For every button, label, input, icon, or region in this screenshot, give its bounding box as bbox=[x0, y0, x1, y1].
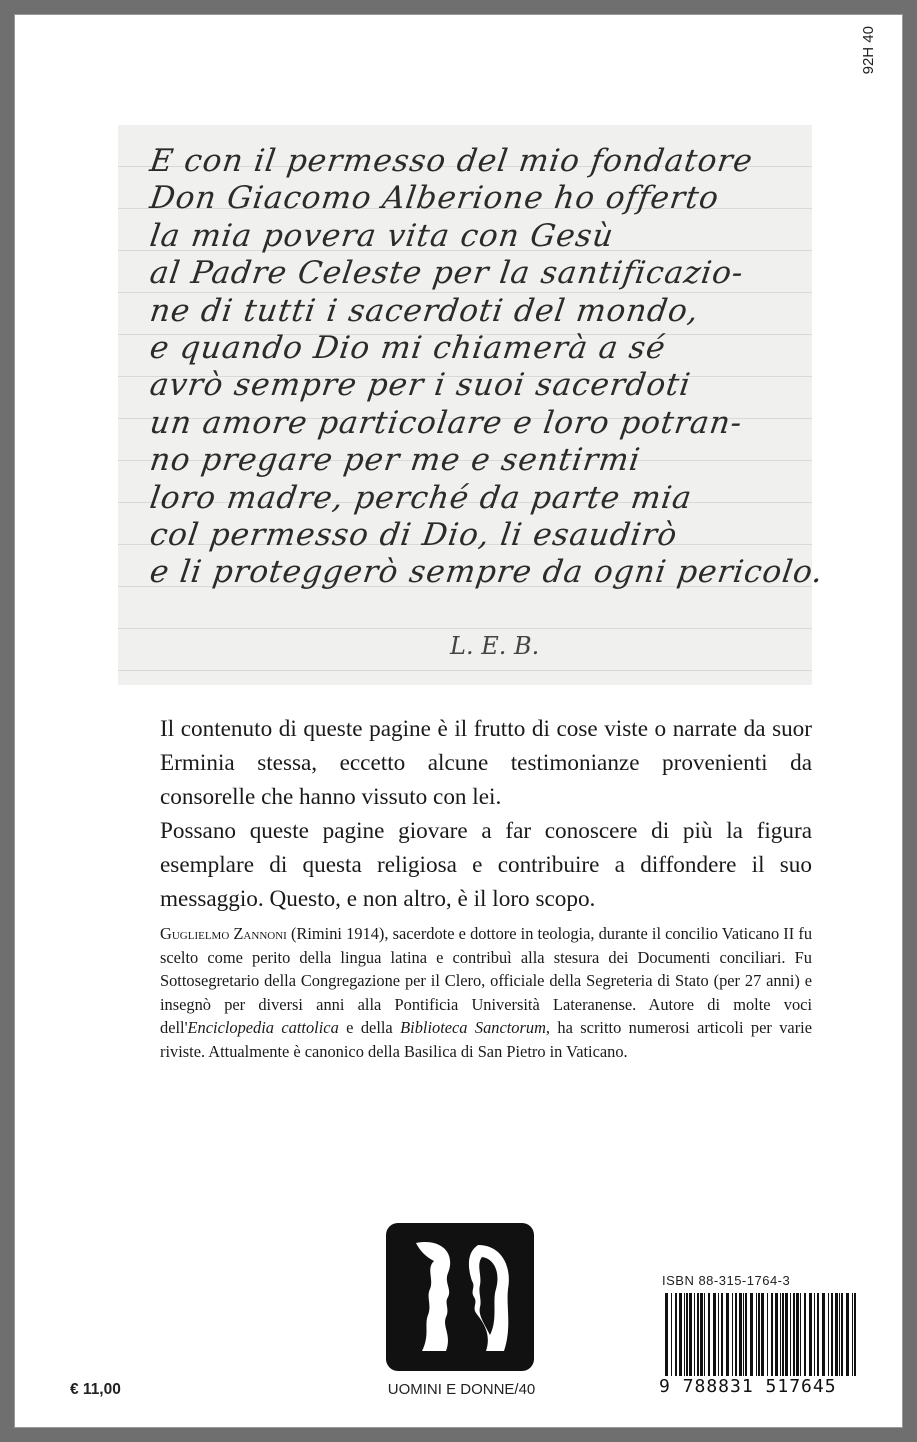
handwritten-line: al Padre Celeste per la santificazio- bbox=[147, 255, 747, 292]
barcode-bar bbox=[671, 1293, 672, 1389]
intro-paragraph-2: Possano queste pagine giovare a far conoscere di più la figura esemplare di questa religiosa e contribuire a diffondere il suo messaggio. Questo, e non altro, è il loro scopo. bbox=[160, 818, 812, 912]
barcode-bar bbox=[793, 1293, 795, 1389]
barcode-bar bbox=[694, 1293, 695, 1389]
handwritten-line: ne di tutti i sacerdoti del mondo, bbox=[147, 292, 702, 329]
author-name: Guglielmo Zannoni bbox=[160, 924, 287, 943]
bio-text-1: (Rimini 1914), sacerdote e dottore in teologia, durante il concilio Vaticano II fu scelto come perito della lingua latina e contribuì alla stesura dei Documenti conciliari. Fu Sottosegretario della Congregazione per il Clero, officiale della Segreteria di Stato (per 27 anni) e insegnò per diversi anni alla Pontificia Università Lateranense. Autore di molte voci dell' bbox=[160, 924, 813, 1038]
barcode-bar bbox=[841, 1293, 843, 1389]
barcode-bar bbox=[726, 1293, 729, 1389]
bio-work-1: Enciclopedia cattolica bbox=[187, 1018, 339, 1038]
bio-work-2: Biblioteca Sanctorum bbox=[400, 1018, 546, 1038]
isbn-label: ISBN 88-315-1764-3 bbox=[662, 1273, 791, 1288]
barcode-bar bbox=[745, 1293, 747, 1389]
barcode-bar bbox=[809, 1293, 812, 1389]
barcode-bar bbox=[790, 1293, 791, 1389]
barcode-bar bbox=[735, 1293, 737, 1389]
barcode-bar bbox=[756, 1293, 757, 1389]
barcode-bar bbox=[822, 1293, 825, 1389]
handwritten-line: loro madre, perché da parte mia bbox=[147, 479, 695, 516]
barcode-bar bbox=[708, 1293, 710, 1389]
barcode-bar bbox=[689, 1293, 692, 1389]
barcode-bar bbox=[679, 1293, 682, 1389]
handwritten-line: e li proteggerò sempre da ogni pericolo. bbox=[147, 554, 826, 591]
barcode bbox=[661, 1293, 861, 1389]
series-label: UOMINI E DONNE/40 bbox=[387, 1381, 536, 1398]
publisher-logo bbox=[386, 1223, 534, 1371]
intro-paragraph-1: Il contenuto di queste pagine è il frutto di cose viste o narrate da suor Erminia stessa, eccetto alcune testimonianze provenienti da consorelle che hanno vissuto con lei. bbox=[160, 716, 812, 810]
handwritten-line: col permesso di Dio, li esaudirò bbox=[147, 516, 680, 553]
barcode-bar bbox=[732, 1293, 733, 1389]
handwritten-line: avrò sempre per i suoi sacerdoti bbox=[147, 367, 694, 404]
ean-number: 9 788831 517645 bbox=[659, 1376, 864, 1397]
barcode-bar bbox=[718, 1293, 719, 1389]
bio-text-2: e della bbox=[338, 1018, 401, 1038]
barcode-bar bbox=[782, 1293, 784, 1389]
barcode-bar bbox=[739, 1293, 742, 1389]
barcode-bar bbox=[854, 1293, 856, 1389]
barcode-bar bbox=[780, 1293, 781, 1389]
barcode-bar bbox=[828, 1293, 829, 1389]
barcode-bar bbox=[684, 1293, 685, 1389]
handwritten-lines bbox=[147, 143, 826, 592]
barcode-bar bbox=[796, 1293, 799, 1389]
barcode-bar bbox=[846, 1293, 849, 1389]
barcode-bar bbox=[700, 1293, 703, 1389]
barcode-bar bbox=[767, 1293, 768, 1389]
barcode-bar bbox=[761, 1293, 764, 1389]
barcode-bar bbox=[852, 1293, 853, 1389]
handwritten-line: Don Giacomo Alberione ho offerto bbox=[147, 180, 722, 217]
barcode-bar bbox=[675, 1293, 677, 1389]
profiles-logo-icon bbox=[386, 1223, 534, 1371]
barcode-bar bbox=[839, 1293, 840, 1389]
handwritten-line: un amore particolare e loro potran- bbox=[147, 404, 745, 441]
barcode-bar bbox=[775, 1293, 778, 1389]
barcode-bar bbox=[785, 1293, 788, 1389]
spine-code: 92H 40 bbox=[860, 26, 877, 75]
barcode-bar bbox=[817, 1293, 819, 1389]
barcode-bar bbox=[704, 1293, 705, 1389]
barcode-bar bbox=[697, 1293, 699, 1389]
book-back-cover bbox=[14, 14, 903, 1428]
barcode-bar bbox=[831, 1293, 833, 1389]
barcode-bar bbox=[804, 1293, 806, 1389]
handwritten-letter bbox=[118, 125, 826, 685]
intro-text bbox=[160, 712, 812, 916]
bio-text-3: , ha scritto numerosi articoli per varie riviste. Attualmente è canonico della Basilica di San Pietro in Vaticano. bbox=[160, 1018, 812, 1061]
barcode-bar bbox=[800, 1293, 801, 1389]
barcode-bar bbox=[814, 1293, 815, 1389]
barcode-bar bbox=[750, 1293, 753, 1389]
handwritten-line: la mia povera vita con Gesù bbox=[147, 217, 617, 254]
barcode-bar bbox=[771, 1293, 773, 1389]
barcode-bar bbox=[713, 1293, 716, 1389]
barcode-bar bbox=[721, 1293, 723, 1389]
author-bio bbox=[160, 922, 812, 1064]
handwritten-signature: L. E. B. bbox=[450, 632, 540, 660]
barcode-bar bbox=[665, 1293, 668, 1389]
barcode-bar bbox=[758, 1293, 760, 1389]
handwritten-line: no pregare per me e sentirmi bbox=[147, 442, 643, 479]
handwritten-line: E con il permesso del mio fondatore bbox=[147, 143, 756, 179]
barcode-bar bbox=[686, 1293, 688, 1389]
handwritten-line: e quando Dio mi chiamerà a sé bbox=[147, 329, 669, 366]
barcode-bar bbox=[743, 1293, 744, 1389]
barcode-bar bbox=[835, 1293, 838, 1389]
price: € 11,00 bbox=[70, 1381, 121, 1398]
